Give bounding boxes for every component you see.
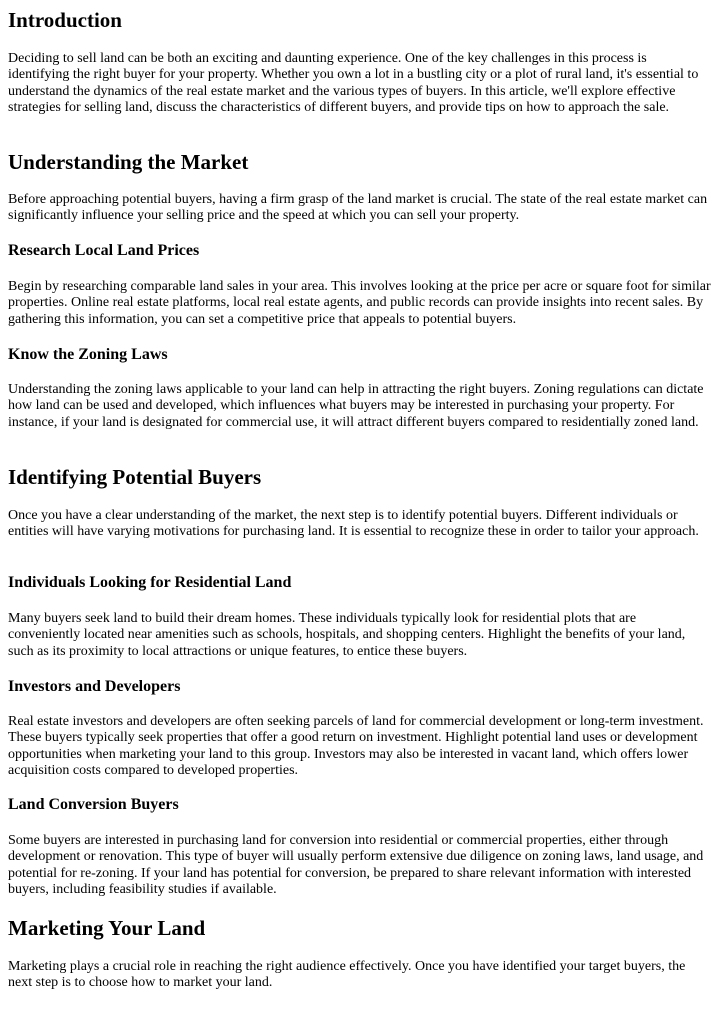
subsection-paragraph-residential-buyers: Many buyers seek land to build their dream homes. These individuals typically look for residential plots that are conveniently located near amenities such as schools, hospitals, and shopping centers. Highlight the benefits of your land, such as its proximity to local attractions or unique features, to entice these buyers. <box>8 611 686 659</box>
section-heading-understanding-market: Understanding the Market <box>8 150 249 174</box>
section-paragraph-marketing: Marketing plays a crucial role in reaching the right audience effectively. Once you have identified your target buyers, the next step is to choose how to market your land. <box>8 959 686 991</box>
section-heading-introduction: Introduction <box>8 8 122 32</box>
subsection-heading-research-prices: Research Local Land Prices <box>8 242 200 259</box>
subsection-heading-investors-developers: Investors and Developers <box>8 678 181 695</box>
section-paragraph-introduction: Deciding to sell land can be both an exciting and daunting experience. One of the key challenges in this process is identifying the right buyer for your property. Whether you own a lot in a bustling city or a plot of rural land, it's essential to understand the dynamics of the real estate market and the various types of buyers. In this article, we'll explore effective strategies for selling land, discuss the characteristics of different buyers, and provide tips on how to approach the sale. <box>8 51 699 115</box>
subsection-heading-residential-buyers: Individuals Looking for Residential Land <box>8 574 292 591</box>
subsection-heading-zoning-laws: Know the Zoning Laws <box>8 346 168 363</box>
section-paragraph-understanding-market: Before approaching potential buyers, having a firm grasp of the land market is crucial. The state of the real estate market can significantly influence your selling price and the speed at which you can sell your property. <box>8 192 708 224</box>
subsection-heading-land-conversion: Land Conversion Buyers <box>8 796 179 813</box>
section-heading-marketing: Marketing Your Land <box>8 916 206 940</box>
subsection-paragraph-research-prices: Begin by researching comparable land sales in your area. This involves looking at the price per acre or square foot for similar properties. Online real estate platforms, local real estate agents, and public records can provide insights into recent sales. By gathering this information, you can set a competitive price that appeals to potential buyers. <box>8 279 711 327</box>
section-heading-identifying-buyers: Identifying Potential Buyers <box>8 465 262 489</box>
section-paragraph-identifying-buyers: Once you have a clear understanding of the market, the next step is to identify potential buyers. Different individuals or entities will have varying motivations for purchasing land. It is essential to recognize these in order to tailor your approach. <box>8 508 699 540</box>
subsection-paragraph-zoning-laws: Understanding the zoning laws applicable to your land can help in attracting the right buyers. Zoning regulations can dictate how land can be used and developed, which influences what buyers may be interested in purchasing your property. For instance, if your land is designated for commercial use, it will attract different buyers compared to residentially zoned land. <box>8 382 704 430</box>
subsection-paragraph-investors-developers: Real estate investors and developers are often seeking parcels of land for commercial development or long-term investment. These buyers typically seek properties that offer a good return on investment. Highlight potential land uses or development opportunities when marketing your land to this group. Investors may also be interested in vacant land, which offers lower acquisition costs compared to developed properties. <box>8 714 704 778</box>
subsection-paragraph-land-conversion: Some buyers are interested in purchasing land for conversion into residential or commercial properties, either through development or renovation. This type of buyer will usually perform extensive due diligence on zoning laws, land usage, and potential for re-zoning. If your land has potential for conversion, be prepared to share relevant information with interested buyers, including feasibility studies if available. <box>8 833 704 897</box>
